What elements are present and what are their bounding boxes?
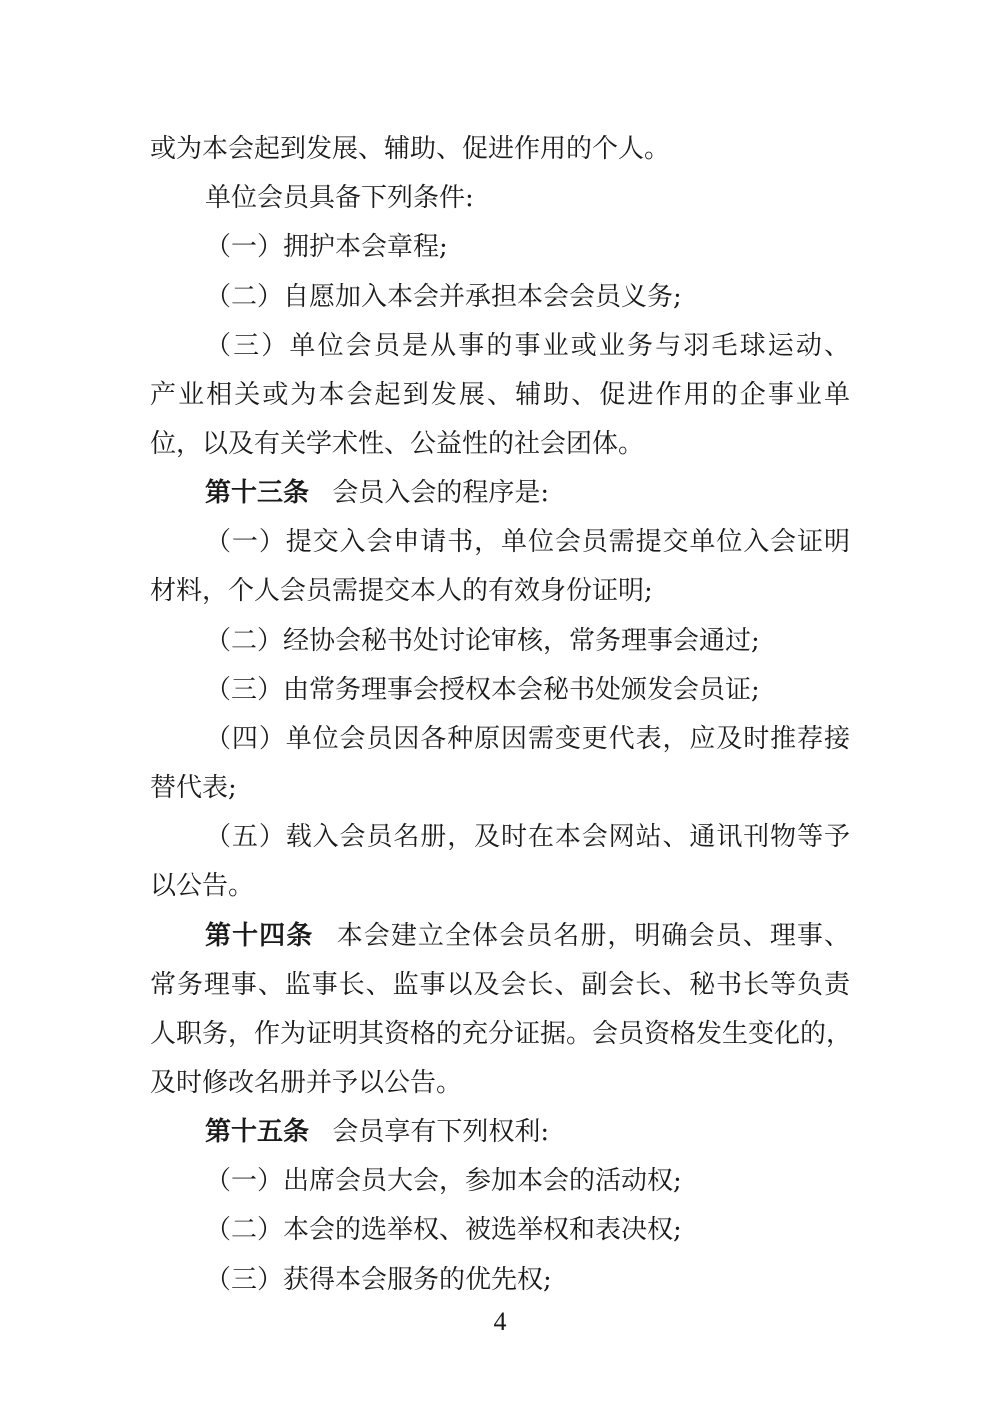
list-item: （五）载入会员名册，及时在本会网站、通讯刊物等予 (205, 822, 850, 852)
body-line: 或为本会起到发展、辅助、促进作用的个人。 (150, 134, 671, 164)
list-item: （四）单位会员因各种原因需变更代表，应及时推荐接 (205, 724, 850, 754)
article-heading: 第十四条 (205, 921, 314, 951)
list-item: （二）经协会秘书处讨论审核，常务理事会通过; (205, 626, 760, 656)
article-14: 第十四条 本会建立全体会员名册，明确会员、理事、 (205, 921, 850, 951)
body-line: 以公告。 (150, 871, 255, 901)
list-item: （二）本会的选举权、被选举权和表决权; (205, 1215, 682, 1245)
article-13: 第十三条 会员入会的程序是: (205, 478, 550, 508)
body-line: 及时修改名册并予以公告。 (150, 1068, 463, 1098)
list-item: （三）由常务理事会授权本会秘书处颁发会员证; (205, 675, 760, 705)
list-item: （一）提交入会申请书，单位会员需提交单位入会证明 (205, 527, 850, 557)
body-line: 人职务，作为证明其资格的充分证据。会员资格发生变化的， (150, 1019, 853, 1049)
article-heading: 第十三条 (205, 478, 310, 508)
body-line: 单位会员具备下列条件: (205, 183, 474, 213)
body-line: 常务理事、监事长、监事以及会长、副会长、秘书长等负责 (150, 970, 850, 1000)
list-item: （二）自愿加入本会并承担本会会员义务; (205, 282, 682, 312)
body-line: 替代表; (150, 773, 237, 803)
page-number: 4 (493, 1307, 507, 1336)
body-line: 产业相关或为本会起到发展、辅助、促进作用的企事业单 (150, 380, 850, 410)
list-item: （三）获得本会服务的优先权; (205, 1265, 552, 1295)
list-item: （一）拥护本会章程; (205, 232, 448, 262)
body-line: 位，以及有关学术性、公益性的社会团体。 (150, 429, 645, 459)
list-item: （一）出席会员大会，参加本会的活动权; (205, 1166, 682, 1196)
article-15: 第十五条 会员享有下列权利: (205, 1117, 550, 1147)
list-item: （三）单位会员是从事的事业或业务与羽毛球运动、 (205, 331, 850, 361)
body-line: 材料，个人会员需提交本人的有效身份证明; (150, 576, 653, 606)
article-heading: 第十五条 (205, 1117, 310, 1147)
